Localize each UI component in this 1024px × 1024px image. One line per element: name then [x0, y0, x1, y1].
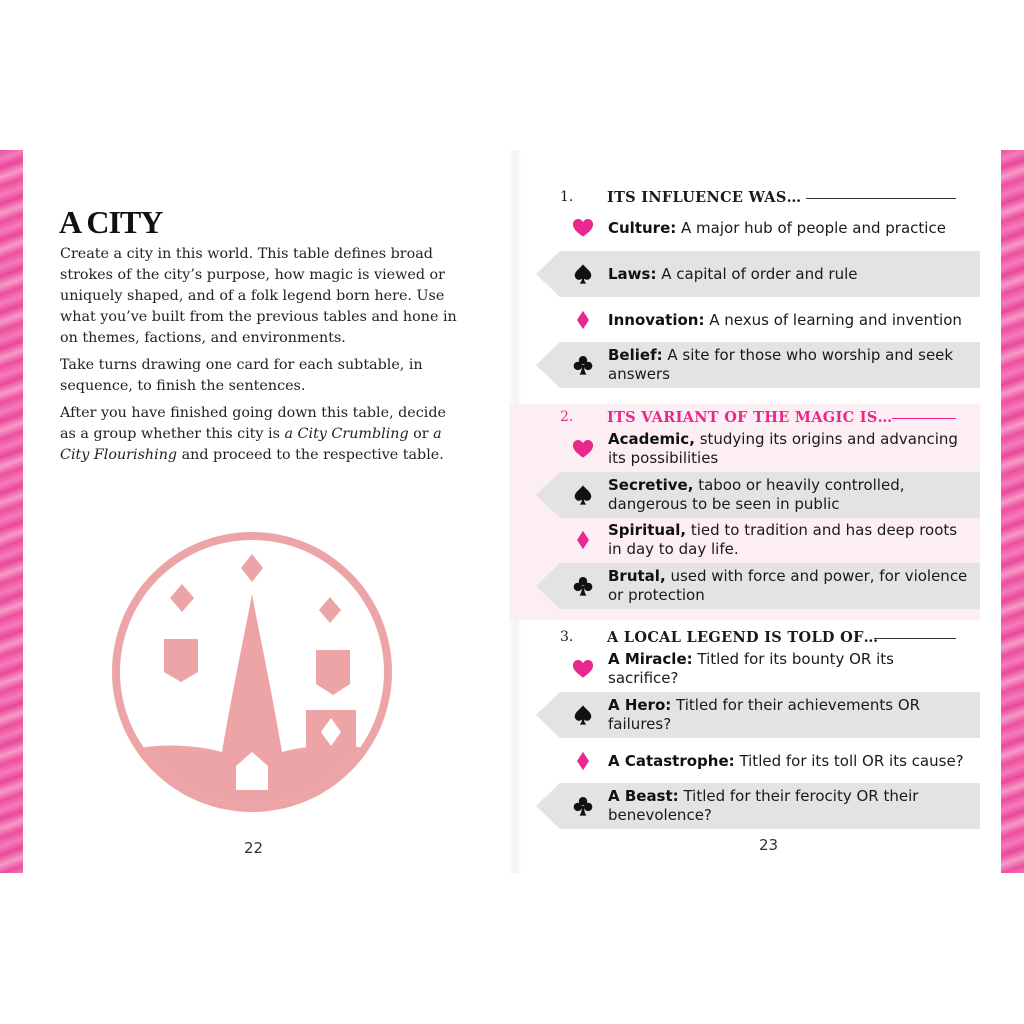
section-2-rule	[892, 418, 956, 419]
row-description: A nexus of learning and invention	[709, 310, 962, 329]
closing-text-before: After you have finished going down this table, decide as a group whether this city is	[60, 405, 446, 442]
book-spread	[0, 150, 1024, 873]
closing-text-after: and proceed to the respective table.	[177, 447, 444, 463]
row-description: Titled for their ferocity OR their benevolence?	[608, 787, 919, 824]
spade-icon	[572, 704, 594, 726]
row-term: Culture:	[608, 218, 677, 237]
section-1-rule	[806, 198, 956, 199]
instructions-paragraph: Take turns drawing one card for each subtable, in sequence, to finish the sentences.	[60, 357, 423, 394]
row-description: A capital of order and rule	[661, 264, 858, 283]
row-term: A Hero:	[608, 696, 672, 714]
row-term: Belief:	[608, 346, 663, 364]
row-description: used with force and power, for violence or protection	[608, 567, 968, 604]
row-term: Innovation:	[608, 310, 705, 329]
table-row	[536, 646, 980, 692]
closing-text-middle: or	[408, 426, 434, 442]
city-flourishing-term: a City Flourishing	[60, 426, 442, 463]
table-row	[536, 738, 980, 784]
table-row	[536, 517, 980, 563]
heart-icon	[572, 438, 594, 460]
row-term: A Miracle:	[608, 650, 693, 668]
table-row	[536, 692, 980, 738]
section-2-number: 2.	[560, 409, 574, 425]
closing-paragraph	[60, 403, 465, 466]
club-icon	[572, 795, 594, 817]
table-row	[536, 342, 980, 388]
diamond-icon	[572, 750, 594, 772]
row-term: Brutal,	[608, 567, 666, 585]
section-1-title: ITS INFLUENCE WAS…	[607, 189, 802, 206]
row-term: Academic,	[608, 430, 695, 448]
row-description: Titled for its bounty OR its sacrifice?	[608, 650, 894, 687]
row-term: A Catastrophe:	[608, 751, 735, 770]
table-row	[536, 426, 980, 472]
heart-icon	[572, 217, 594, 239]
heart-icon	[572, 658, 594, 680]
club-icon	[572, 354, 594, 376]
section-1-number: 1.	[560, 189, 574, 205]
club-icon	[572, 575, 594, 597]
row-description: Titled for their achievements OR failures?	[608, 696, 921, 733]
diamond-icon	[572, 529, 594, 551]
row-term: Secretive,	[608, 476, 694, 494]
table-row	[536, 563, 980, 609]
spade-icon	[572, 484, 594, 506]
row-description: tied to tradition and has deep roots in day to day life.	[608, 521, 958, 558]
table-row	[536, 297, 980, 343]
section-3-rule	[874, 638, 956, 639]
diamond-icon	[572, 309, 594, 331]
section-3-title: A LOCAL LEGEND IS TOLD OF…	[607, 629, 879, 646]
table-row	[536, 783, 980, 829]
row-term: A Beast:	[608, 787, 679, 805]
section-3-number: 3.	[560, 629, 574, 645]
row-description: taboo or heavily controlled, dangerous to be seen in public	[608, 476, 905, 513]
page-number-left: 22	[244, 839, 264, 857]
row-description: A site for those who worship and seek answers	[608, 346, 954, 383]
table-row	[536, 472, 980, 518]
table-row	[536, 251, 980, 297]
row-description: A major hub of people and practice	[681, 218, 946, 237]
left-page-edge-decoration	[0, 150, 23, 873]
intro-paragraph: Create a city in this world. This table defines broad strokes of the city’s purpose, how magic is viewed or uniquely shaped, and of a folk legend born here. Use what you’ve built from the previous tables and hone in on themes, factions, and environments.	[60, 246, 457, 346]
page-title: A CITY	[59, 204, 163, 240]
spade-icon	[572, 263, 594, 285]
row-description: Titled for its toll OR its cause?	[739, 751, 964, 770]
row-term: Spiritual,	[608, 521, 687, 539]
row-term: Laws:	[608, 264, 657, 283]
city-crumbling-term: a City Crumbling	[284, 426, 409, 442]
row-description: studying its origins and advancing its possibilities	[608, 430, 958, 467]
right-page-edge-decoration	[1001, 150, 1024, 873]
page-number-right: 23	[759, 836, 779, 854]
table-row	[536, 205, 980, 251]
city-emblem-icon	[112, 532, 392, 812]
section-2-title: ITS VARIANT OF THE MAGIC IS…	[607, 409, 893, 426]
